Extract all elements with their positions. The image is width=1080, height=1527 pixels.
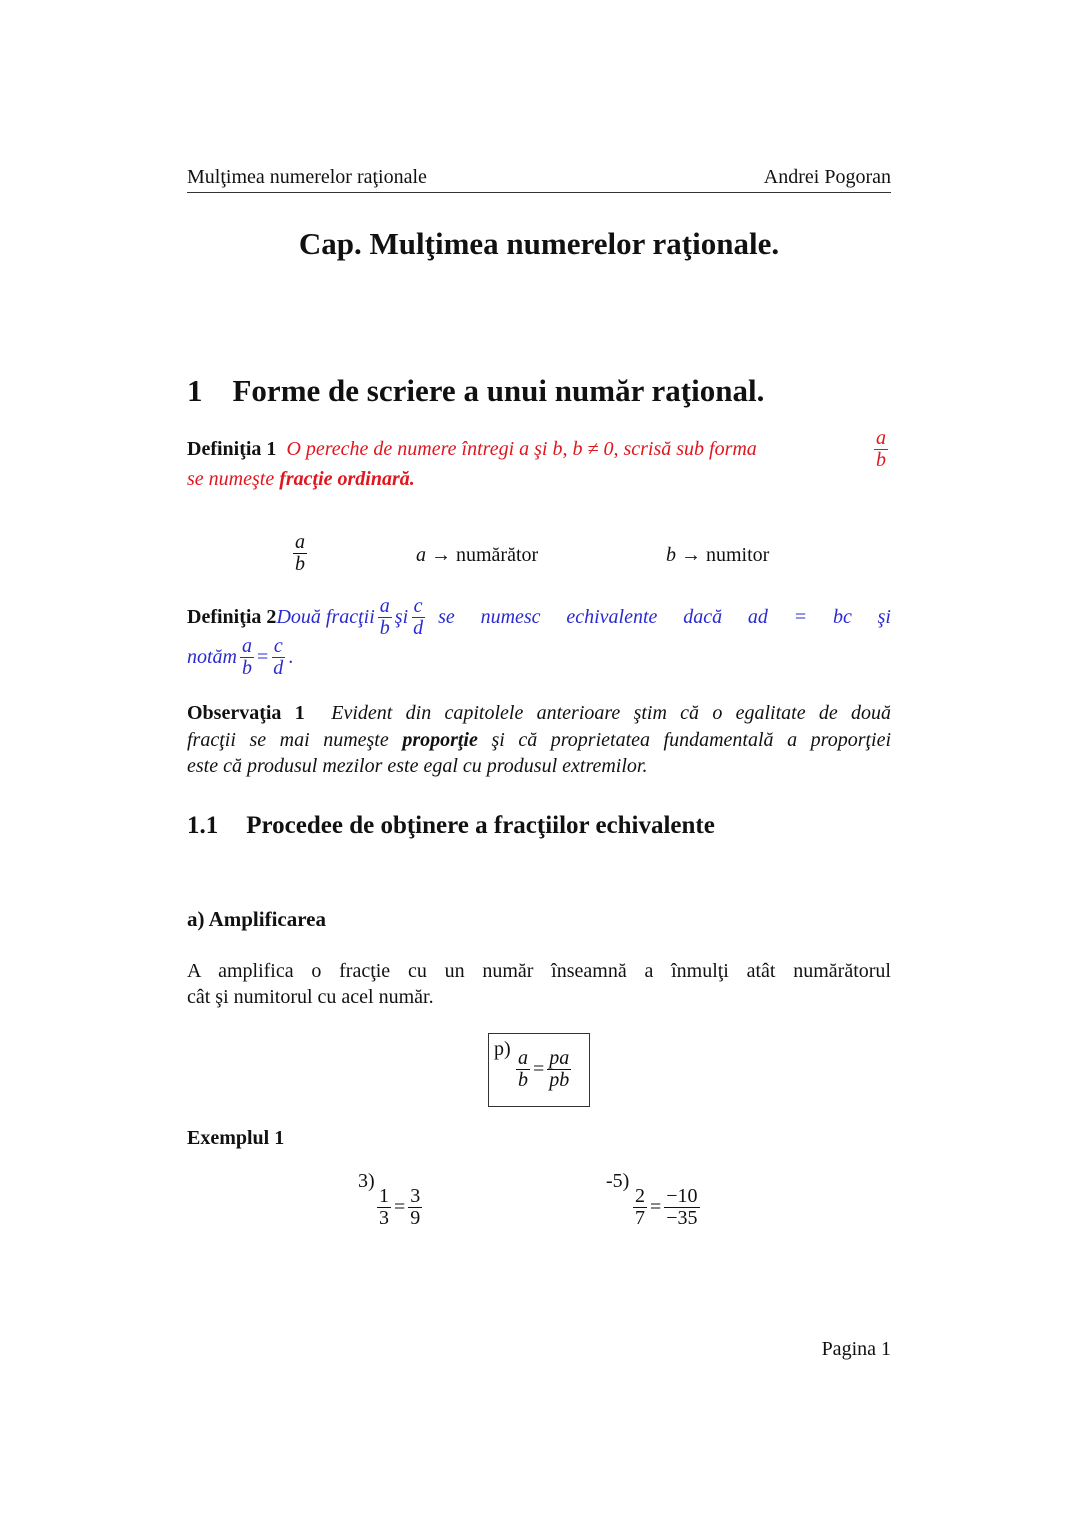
observation-text: şi că proprietatea fundamentală a proporţiei — [491, 729, 892, 751]
fraction: $\frac{-10}{-35}$ — [666, 1185, 698, 1229]
observation-line-2 — [187, 729, 891, 752]
subsubsection-heading: a) Amplificarea — [187, 907, 327, 931]
fraction: $\frac{c}{d}$ — [413, 595, 424, 639]
definition-text: Două fracţii — [276, 606, 375, 628]
example-item-1 — [358, 1170, 458, 1240]
observation-line-3: este că produsul mezilor este egal cu produsul extremilor. — [187, 755, 648, 777]
fraction: $\frac{1}{3}$ — [379, 1185, 389, 1229]
paragraph-line-2: cât şi numitorul cu acel număr. — [187, 986, 434, 1008]
observation-text: fracţii se mai numeşte — [187, 729, 389, 751]
definition-term: fracţie ordinară. — [279, 468, 415, 490]
header-rule — [187, 192, 891, 193]
equals-sign: = — [394, 1196, 406, 1218]
amplification-factor: -5) — [606, 1170, 630, 1192]
subsection-number: 1.1 — [187, 812, 219, 839]
amplification-factor: 3) — [358, 1170, 375, 1192]
section-title: Forme de scriere a unui număr raţional. — [232, 373, 765, 408]
running-header-right: Andrei Pogoran — [763, 166, 891, 188]
observation-text: Evident din capitolele anterioare ştim că o egalitate de două — [331, 702, 892, 724]
fraction: $\frac{a}{b}$ — [518, 1047, 528, 1091]
definition-1-line-2 — [187, 468, 891, 491]
fraction: $\frac{a}{b}$ — [876, 427, 886, 471]
definition-1-line-1 — [187, 428, 891, 471]
subsection-title: Procedee de obţinere a fracţiilor echivalente — [246, 812, 715, 839]
fraction: $\frac{3}{9}$ — [410, 1185, 421, 1229]
definition-text: se numesc echivalente dacă ad = bc şi — [438, 606, 891, 628]
paragraph-line-1: A amplifica o fracţie cu un număr înseamnă a înmulţi atât numărătorul — [187, 960, 891, 982]
fraction: $\frac{2}{7}$ — [635, 1185, 645, 1229]
observation-term: proporţie — [402, 729, 478, 751]
amplification-formula-box — [488, 1033, 590, 1107]
observation-line-1 — [187, 702, 891, 725]
equals-sign: = — [533, 1058, 545, 1080]
equals-sign: = — [650, 1196, 662, 1218]
example-label: Exemplul 1 — [187, 1127, 285, 1149]
period: . — [288, 646, 294, 668]
section-heading — [187, 373, 764, 409]
definition-label: Definiţia 1 — [187, 438, 277, 460]
section-number: 1 — [187, 373, 203, 408]
equals-sign: = — [257, 646, 269, 668]
fraction: $\frac{a}{b}$ — [379, 595, 390, 639]
definition-2-line-1 — [187, 596, 891, 639]
fraction: $\frac{a}{b}$ — [242, 635, 252, 679]
definition-text: O pereche de numere întregi a şi b, b ≠ 0, scrisă sub forma — [286, 438, 757, 460]
fraction: $\frac{c}{d}$ — [273, 635, 284, 679]
definition-text: şi — [394, 606, 409, 628]
fraction: $\frac{pa}{pb}$ — [549, 1047, 570, 1091]
observation-label: Observaţia 1 — [187, 702, 305, 724]
denominator-definition: b → numitor — [666, 544, 770, 566]
amplification-factor: p) — [494, 1038, 511, 1060]
page-number: Pagina 1 — [821, 1338, 891, 1360]
numerator-definition: a → numărător — [416, 544, 539, 566]
running-header-left: Mulţimea numerelor raţionale — [187, 166, 427, 188]
example-item-2 — [606, 1170, 746, 1240]
definition-2-line-2 — [187, 636, 891, 679]
definition-text: notăm — [187, 646, 237, 668]
subsection-heading — [187, 812, 715, 840]
page-title: Cap. Mulţimea numerelor raţionale. — [298, 226, 780, 261]
definition-label: Definiţia 2 — [187, 606, 277, 628]
fraction-a-over-b: $\frac{a}{b}$ — [295, 531, 305, 575]
definition-text: se numeşte — [187, 468, 275, 490]
